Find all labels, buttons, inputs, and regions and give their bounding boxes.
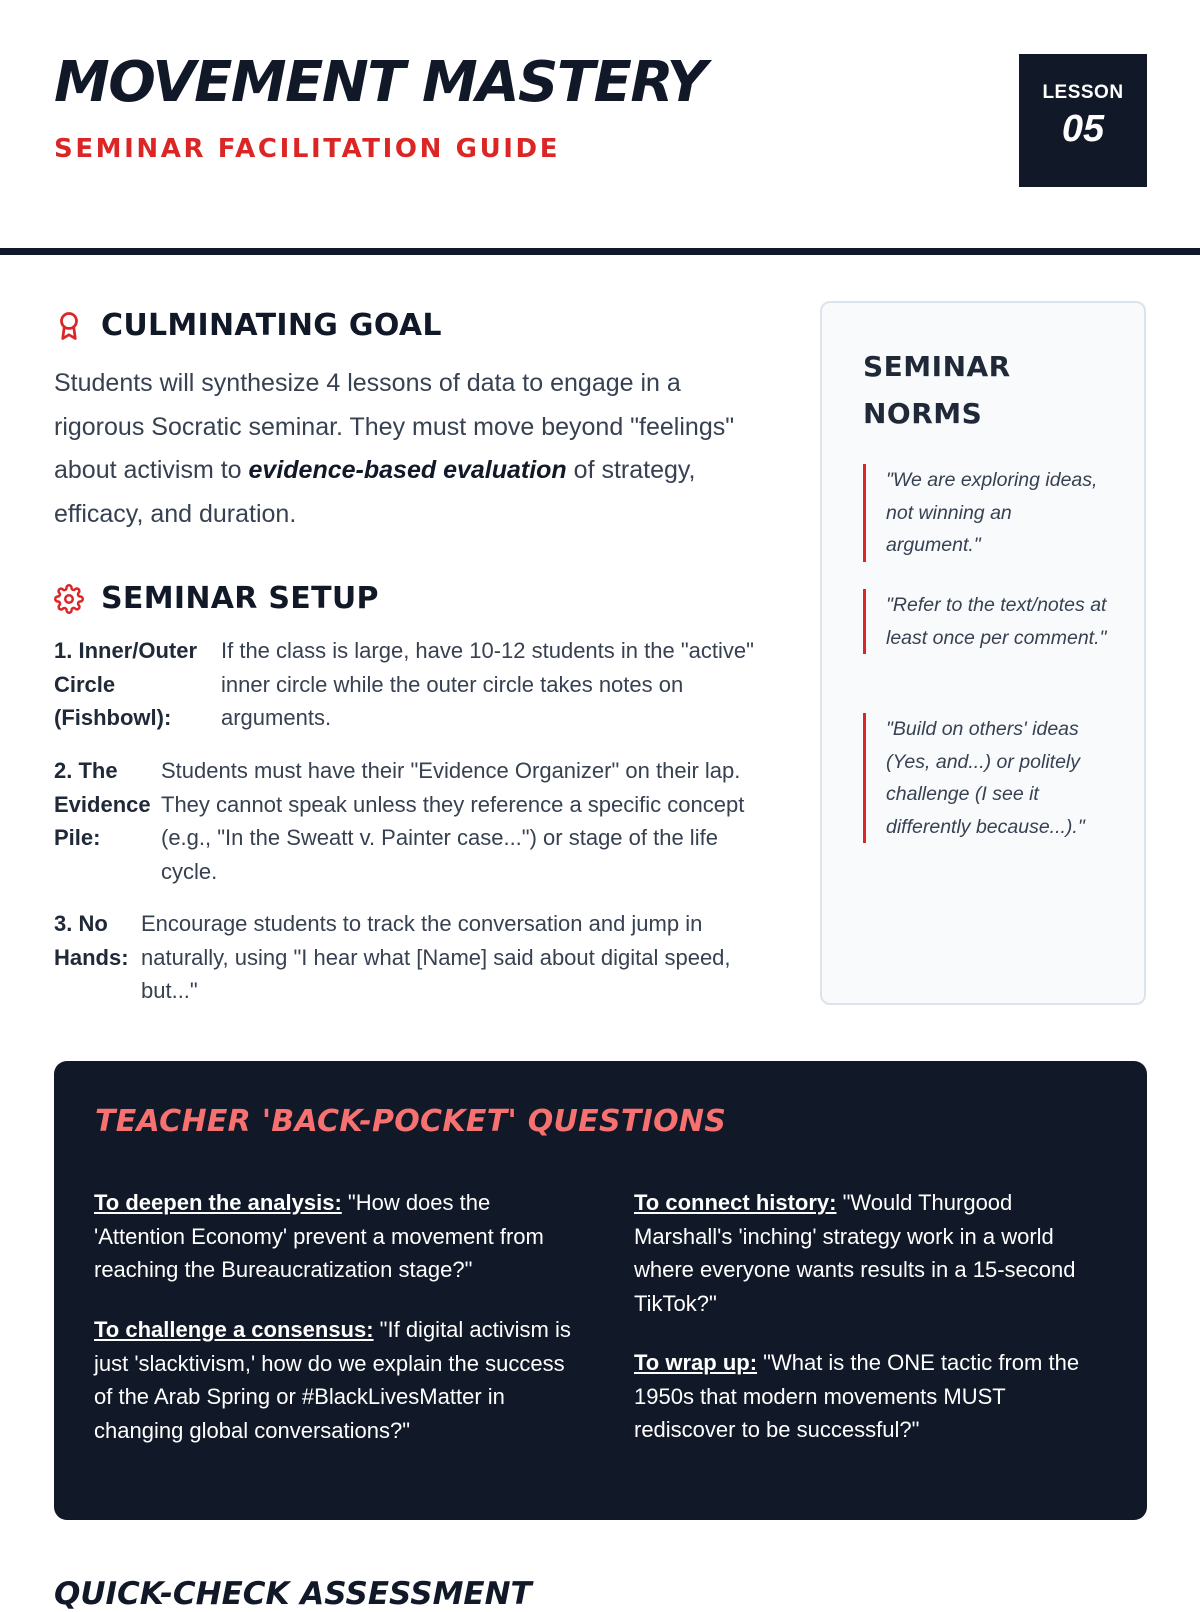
page-header — [0, 0, 1200, 255]
setup-item-label: 2. The Evidence Pile: — [54, 758, 151, 850]
norm-quote: "We are exploring ideas, not winning an argument." — [863, 464, 1108, 562]
goal-section-header — [54, 308, 442, 343]
goal-emphasis: evidence-based evaluation — [248, 456, 567, 484]
question-text: "If digital activism is just 'slacktivism,' how do we explain the success of the Arab Spring or #BlackLivesMatter in changing global conversations?" — [94, 1317, 571, 1443]
question-text: "What is the ONE tactic from the 1950s that modern movements MUST rediscover to be successful?" — [634, 1350, 1080, 1442]
page-title: MOVEMENT MASTERY — [54, 50, 706, 115]
setup-item-label: 1. Inner/Outer Circle (Fishbowl): — [54, 638, 198, 730]
setup-item-text: Students must have their "Evidence Organizer" on their lap. They cannot speak unless they reference a specific concept (e.g., "In the Sweatt v. Painter case...") or stage of the life cycle. — [161, 758, 745, 884]
question-text: "Would Thurgood Marshall's 'inching' strategy work in a world where everyone wants results in a 15-second TikTok?" — [634, 1190, 1076, 1316]
lesson-number: 05 — [1061, 108, 1105, 150]
back-pocket-heading: TEACHER 'BACK-POCKET' QUESTIONS — [95, 1104, 727, 1139]
norms-heading: SEMINAR NORMS — [863, 350, 1011, 430]
seminar-norms-card — [820, 301, 1146, 1005]
setup-item-label: 3. No Hands: — [54, 911, 129, 970]
setup-heading: SEMINAR SETUP — [101, 581, 379, 616]
back-pocket-questions-panel — [54, 1061, 1147, 1520]
setup-item-no-hands — [54, 907, 774, 1008]
goal-description: Students will synthesize 4 lessons of data to engage in a rigorous Socratic seminar. They must move beyond "feelings" about activism to evidence-based evaluation of strategy, efficacy, and duration. — [54, 369, 735, 528]
question-label: To challenge a consensus: — [94, 1317, 374, 1342]
lesson-badge — [1019, 54, 1147, 187]
setup-item-evidence-pile — [54, 754, 764, 888]
question-wrap-up — [634, 1346, 1109, 1447]
quick-check-heading: QUICK-CHECK ASSESSMENT — [54, 1576, 532, 1612]
goal-heading: CULMINATING GOAL — [101, 308, 442, 343]
gear-icon — [54, 584, 84, 614]
setup-section-header — [54, 581, 379, 616]
lesson-label: LESSON — [1042, 82, 1124, 103]
norm-quote: "Build on others' ideas (Yes, and...) or politely challenge (I see it differently because...)." — [863, 713, 1108, 843]
question-label: To wrap up: — [634, 1350, 758, 1375]
page-subtitle: SEMINAR FACILITATION GUIDE — [54, 134, 561, 164]
question-connect-history — [634, 1186, 1109, 1320]
question-label: To connect history: — [634, 1190, 837, 1215]
norm-quote: "Refer to the text/notes at least once per comment." — [863, 589, 1108, 654]
setup-item-fishbowl — [54, 634, 764, 735]
question-label: To deepen the analysis: — [94, 1190, 342, 1215]
question-text: "How does the 'Attention Economy' prevent a movement from reaching the Bureaucratization stage?" — [94, 1190, 544, 1282]
setup-item-text: If the class is large, have 10-12 students in the "active" inner circle while the outer circle takes notes on arguments. — [221, 638, 754, 730]
award-ribbon-icon — [54, 311, 84, 341]
setup-item-text: Encourage students to track the conversation and jump in naturally, using "I hear what [Name] said about digital speed, but..." — [141, 911, 731, 1003]
question-deepen-analysis — [94, 1186, 574, 1287]
question-challenge-consensus — [94, 1313, 574, 1447]
